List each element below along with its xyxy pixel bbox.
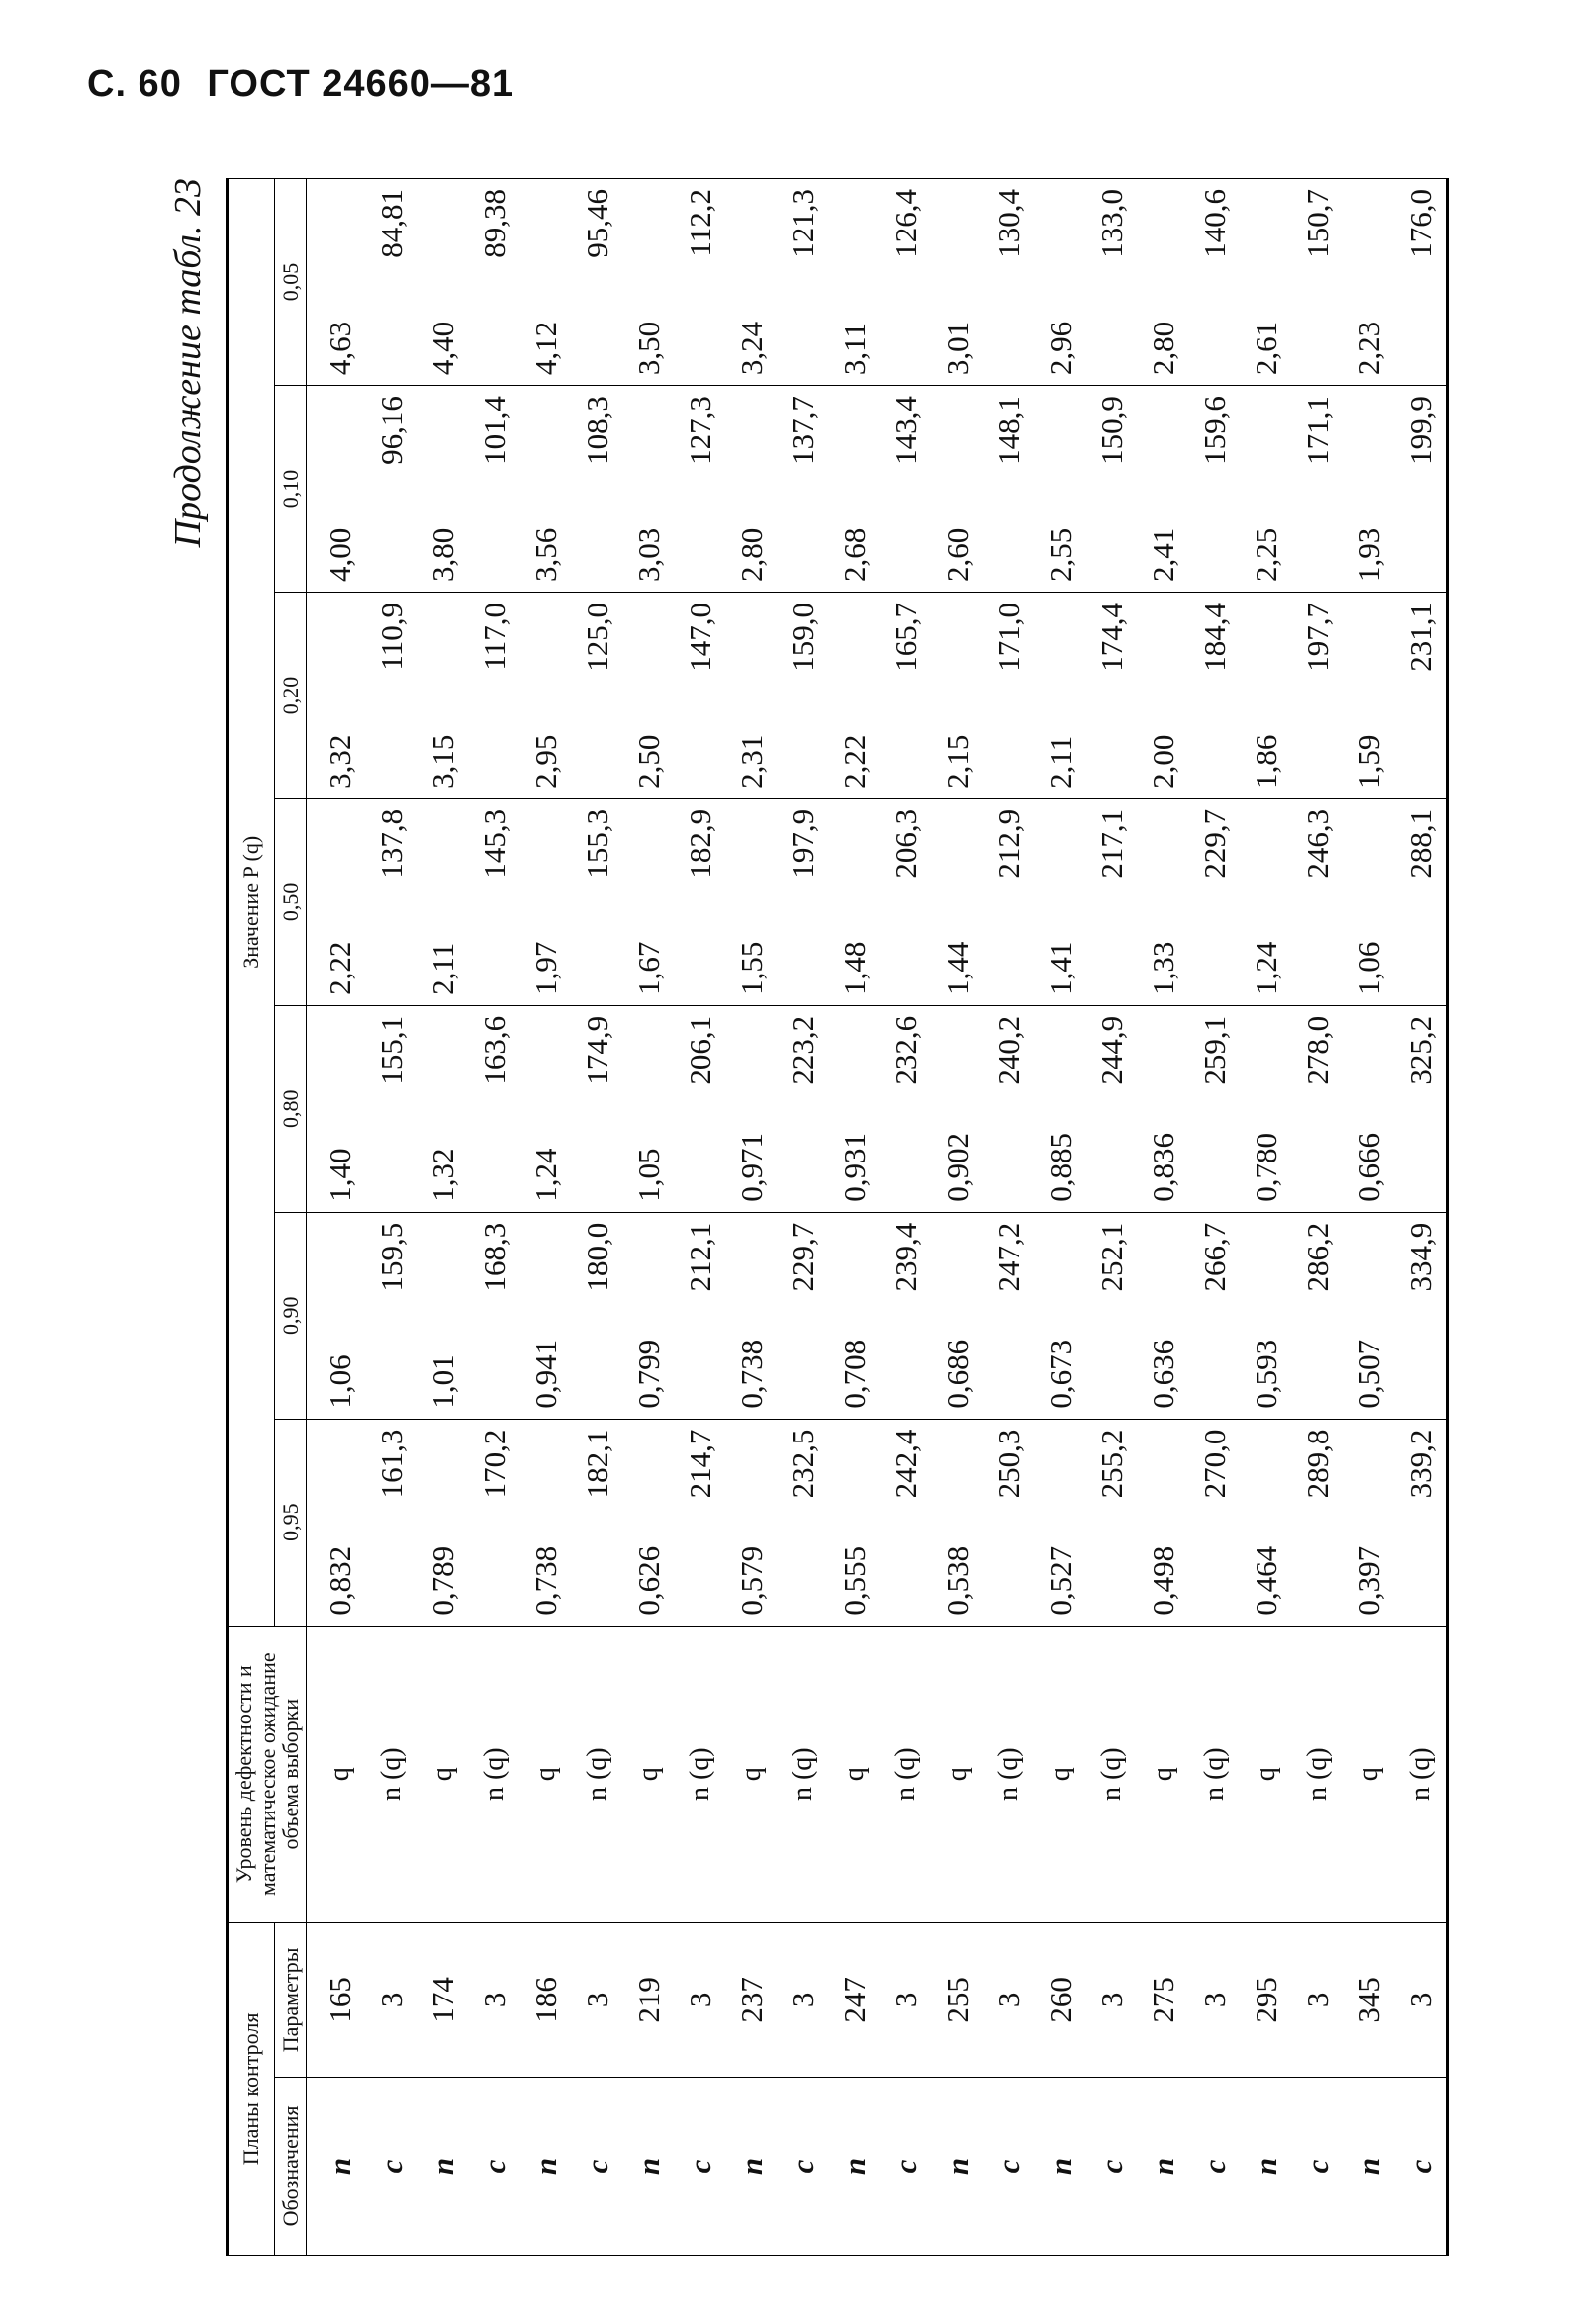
- value-cell: 2,15: [932, 592, 983, 798]
- value-cell: 1,06: [1344, 798, 1395, 1005]
- table-row: [1189, 179, 1241, 2256]
- table-row: [1292, 179, 1344, 2256]
- value-cell: 182,1: [572, 1419, 623, 1626]
- value-cell: 232,5: [778, 1419, 829, 1626]
- value-cell: 1,86: [1241, 592, 1292, 798]
- designation-cell: c: [983, 2077, 1035, 2255]
- value-cell: 140,6: [1189, 179, 1241, 386]
- value-cell: 4,12: [520, 179, 572, 386]
- parameters-header: Параметры: [275, 1922, 307, 2077]
- value-cell: 137,7: [778, 386, 829, 593]
- value-cell: 2,22: [307, 798, 367, 1005]
- value-cell: 127,3: [675, 386, 726, 593]
- parameter-cell: 3: [1086, 1922, 1138, 2077]
- value-cell: 199,9: [1395, 386, 1448, 593]
- value-cell: 180,0: [572, 1212, 623, 1419]
- standard-number: ГОСТ 24660—81: [207, 63, 514, 105]
- value-cell: 334,9: [1395, 1212, 1448, 1419]
- designation-cell: c: [778, 2077, 829, 2255]
- value-cell: 1,55: [726, 798, 778, 1005]
- designation-cell: c: [1189, 2077, 1241, 2255]
- value-cell: 159,5: [366, 1212, 418, 1419]
- value-cell: 3,15: [418, 592, 469, 798]
- table-row: [469, 179, 520, 2256]
- value-cell: 137,8: [366, 798, 418, 1005]
- parameter-cell: 3: [1292, 1922, 1344, 2077]
- value-cell: 89,38: [469, 179, 520, 386]
- value-cell: 2,23: [1344, 179, 1395, 386]
- table-row: [778, 179, 829, 2256]
- value-cell: 3,03: [623, 386, 675, 593]
- level-cell: q: [623, 1626, 675, 1922]
- parameter-cell: 174: [418, 1922, 469, 2077]
- value-cell: 1,67: [623, 798, 675, 1005]
- designation-cell: n: [1241, 2077, 1292, 2255]
- value-cell: 1,97: [520, 798, 572, 1005]
- level-cell: q: [418, 1626, 469, 1922]
- value-cell: 0,789: [418, 1419, 469, 1626]
- value-cell: 255,2: [1086, 1419, 1138, 1626]
- designation-cell: c: [1086, 2077, 1138, 2255]
- level-cell: q: [307, 1626, 367, 1922]
- value-cell: 270,0: [1189, 1419, 1241, 1626]
- value-cell: 2,25: [1241, 386, 1292, 593]
- table-row: [726, 179, 778, 2256]
- value-cell: 2,31: [726, 592, 778, 798]
- parameter-cell: 3: [1189, 1922, 1241, 2077]
- value-cell: 174,9: [572, 1005, 623, 1212]
- designation-cell: n: [418, 2077, 469, 2255]
- level-cell: n (q): [983, 1626, 1035, 1922]
- value-cell: 1,93: [1344, 386, 1395, 593]
- designation-cell: c: [469, 2077, 520, 2255]
- designation-cell: n: [829, 2077, 881, 2255]
- designation-cell: n: [520, 2077, 572, 2255]
- value-cell: 0,902: [932, 1005, 983, 1212]
- designation-cell: n: [1138, 2077, 1189, 2255]
- level-cell: q: [1241, 1626, 1292, 1922]
- parameter-cell: 3: [469, 1922, 520, 2077]
- value-cell: 2,11: [418, 798, 469, 1005]
- value-cell: 3,01: [932, 179, 983, 386]
- value-cell: 184,4: [1189, 592, 1241, 798]
- p-level-header: 0,50: [275, 798, 307, 1005]
- value-cell: 229,7: [778, 1212, 829, 1419]
- parameter-cell: 3: [366, 1922, 418, 2077]
- designation-header: Обозначения: [275, 2077, 307, 2255]
- table-row: [1395, 179, 1448, 2256]
- value-cell: 339,2: [1395, 1419, 1448, 1626]
- level-cell: n (q): [366, 1626, 418, 1922]
- value-cell: 1,01: [418, 1212, 469, 1419]
- designation-cell: c: [1395, 2077, 1448, 2255]
- value-cell: 0,538: [932, 1419, 983, 1626]
- value-cell: 95,46: [572, 179, 623, 386]
- value-cell: 155,1: [366, 1005, 418, 1212]
- table-row: [572, 179, 623, 2256]
- level-cell: n (q): [1292, 1626, 1344, 1922]
- value-cell: 1,40: [307, 1005, 367, 1212]
- level-cell: q: [829, 1626, 881, 1922]
- value-cell: 0,941: [520, 1212, 572, 1419]
- parameter-cell: 3: [881, 1922, 932, 2077]
- designation-cell: c: [366, 2077, 418, 2255]
- value-cell: 4,00: [307, 386, 367, 593]
- value-cell: 286,2: [1292, 1212, 1344, 1419]
- value-cell: 250,3: [983, 1419, 1035, 1626]
- value-cell: 3,11: [829, 179, 881, 386]
- parameter-cell: 247: [829, 1922, 881, 2077]
- level-cell: n (q): [881, 1626, 932, 1922]
- value-cell: 223,2: [778, 1005, 829, 1212]
- value-cell: 0,527: [1035, 1419, 1086, 1626]
- value-cell: 242,4: [881, 1419, 932, 1626]
- p-level-header: 0,20: [275, 592, 307, 798]
- value-cell: 148,1: [983, 386, 1035, 593]
- value-cell: 0,738: [520, 1419, 572, 1626]
- value-cell: 3,24: [726, 179, 778, 386]
- level-cell: q: [1344, 1626, 1395, 1922]
- table-title: Продолжение табл. 23: [167, 178, 209, 548]
- table-row: [366, 179, 418, 2256]
- value-cell: 1,24: [520, 1005, 572, 1212]
- designation-cell: c: [572, 2077, 623, 2255]
- value-cell: 163,6: [469, 1005, 520, 1212]
- value-cell: 3,50: [623, 179, 675, 386]
- value-cell: 0,708: [829, 1212, 881, 1419]
- value-cell: 84,81: [366, 179, 418, 386]
- parameter-cell: 3: [983, 1922, 1035, 2077]
- level-header: Уровень дефектности и математическое ожидание объема выборки: [228, 1626, 307, 1922]
- value-cell: 266,7: [1189, 1212, 1241, 1419]
- value-cell: 2,00: [1138, 592, 1189, 798]
- designation-cell: c: [1292, 2077, 1344, 2255]
- value-cell: 121,3: [778, 179, 829, 386]
- value-cell: 3,56: [520, 386, 572, 593]
- value-cell: 161,3: [366, 1419, 418, 1626]
- value-cell: 0,971: [726, 1005, 778, 1212]
- value-cell: 101,4: [469, 386, 520, 593]
- value-cell: 0,397: [1344, 1419, 1395, 1626]
- value-cell: 117,0: [469, 592, 520, 798]
- value-cell: 2,95: [520, 592, 572, 798]
- value-cell: 4,40: [418, 179, 469, 386]
- value-cell: 0,686: [932, 1212, 983, 1419]
- value-cell: 0,593: [1241, 1212, 1292, 1419]
- value-cell: 278,0: [1292, 1005, 1344, 1212]
- designation-cell: c: [881, 2077, 932, 2255]
- parameter-cell: 165: [307, 1922, 367, 2077]
- value-cell: 2,61: [1241, 179, 1292, 386]
- p-level-header: 0,80: [275, 1005, 307, 1212]
- value-cell: 2,50: [623, 592, 675, 798]
- value-cell: 1,06: [307, 1212, 367, 1419]
- value-cell: 1,41: [1035, 798, 1086, 1005]
- level-cell: n (q): [572, 1626, 623, 1922]
- value-cell: 217,1: [1086, 798, 1138, 1005]
- value-cell: 229,7: [1189, 798, 1241, 1005]
- value-cell: 159,6: [1189, 386, 1241, 593]
- value-cell: 0,799: [623, 1212, 675, 1419]
- value-cell: 206,3: [881, 798, 932, 1005]
- value-cell: 0,579: [726, 1419, 778, 1626]
- value-cell: 0,832: [307, 1419, 367, 1626]
- designation-cell: n: [623, 2077, 675, 2255]
- value-cell: 212,1: [675, 1212, 726, 1419]
- level-cell: n (q): [778, 1626, 829, 1922]
- table-body: [307, 179, 1448, 2256]
- table-row: [1138, 179, 1189, 2256]
- p-level-header: 0,10: [275, 386, 307, 593]
- designation-cell: c: [675, 2077, 726, 2255]
- value-cell: 232,6: [881, 1005, 932, 1212]
- value-cell: 110,9: [366, 592, 418, 798]
- value-cell: 288,1: [1395, 798, 1448, 1005]
- value-cell: 4,63: [307, 179, 367, 386]
- parameter-cell: 219: [623, 1922, 675, 2077]
- value-cell: 247,2: [983, 1212, 1035, 1419]
- value-cell: 252,1: [1086, 1212, 1138, 1419]
- value-cell: 2,22: [829, 592, 881, 798]
- value-cell: 197,7: [1292, 592, 1344, 798]
- value-cell: 1,44: [932, 798, 983, 1005]
- level-cell: q: [1035, 1626, 1086, 1922]
- value-cell: 2,80: [726, 386, 778, 593]
- value-cell: 1,33: [1138, 798, 1189, 1005]
- value-cell: 150,9: [1086, 386, 1138, 593]
- parameter-cell: 275: [1138, 1922, 1189, 2077]
- p-level-header: 0,90: [275, 1212, 307, 1419]
- page-number: С. 60: [87, 63, 182, 105]
- value-cell: 133,0: [1086, 179, 1138, 386]
- table-row: [520, 179, 572, 2256]
- value-cell: 150,7: [1292, 179, 1344, 386]
- table-row: [932, 179, 983, 2256]
- designation-cell: n: [1035, 2077, 1086, 2255]
- value-cell: 0,464: [1241, 1419, 1292, 1626]
- level-cell: n (q): [1086, 1626, 1138, 1922]
- value-cell: 143,4: [881, 386, 932, 593]
- parameter-cell: 295: [1241, 1922, 1292, 2077]
- level-cell: q: [932, 1626, 983, 1922]
- value-cell: 1,48: [829, 798, 881, 1005]
- designation-cell: n: [726, 2077, 778, 2255]
- value-cell: 0,931: [829, 1005, 881, 1212]
- page-header: [87, 63, 527, 106]
- value-cell: 3,80: [418, 386, 469, 593]
- value-cell: 289,8: [1292, 1419, 1344, 1626]
- value-cell: 2,80: [1138, 179, 1189, 386]
- value-cell: 147,0: [675, 592, 726, 798]
- value-cell: 1,24: [1241, 798, 1292, 1005]
- value-cell: 197,9: [778, 798, 829, 1005]
- value-cell: 0,666: [1344, 1005, 1395, 1212]
- parameter-cell: 3: [675, 1922, 726, 2077]
- table-row: [983, 179, 1035, 2256]
- value-cell: 0,498: [1138, 1419, 1189, 1626]
- value-cell: 212,9: [983, 798, 1035, 1005]
- plans-header: Планы контроля: [228, 1922, 275, 2255]
- value-cell: 0,555: [829, 1419, 881, 1626]
- value-cell: 240,2: [983, 1005, 1035, 1212]
- value-cell: 246,3: [1292, 798, 1344, 1005]
- value-cell: 0,836: [1138, 1005, 1189, 1212]
- value-cell: 145,3: [469, 798, 520, 1005]
- table-row: [881, 179, 932, 2256]
- value-cell: 259,1: [1189, 1005, 1241, 1212]
- p-level-header: 0,05: [275, 179, 307, 386]
- value-cell: 0,885: [1035, 1005, 1086, 1212]
- value-cell: 159,0: [778, 592, 829, 798]
- value-cell: 155,3: [572, 798, 623, 1005]
- value-cell: 231,1: [1395, 592, 1448, 798]
- value-cell: 108,3: [572, 386, 623, 593]
- value-cell: 2,55: [1035, 386, 1086, 593]
- parameter-cell: 186: [520, 1922, 572, 2077]
- value-cell: 176,0: [1395, 179, 1448, 386]
- value-cell: 214,7: [675, 1419, 726, 1626]
- designation-cell: n: [307, 2077, 367, 2255]
- table-row: [1344, 179, 1395, 2256]
- value-cell: 206,1: [675, 1005, 726, 1212]
- value-cell: 2,60: [932, 386, 983, 593]
- value-cell: 0,636: [1138, 1212, 1189, 1419]
- value-cell: 2,11: [1035, 592, 1086, 798]
- value-cell: 171,1: [1292, 386, 1344, 593]
- value-cell: 1,32: [418, 1005, 469, 1212]
- level-cell: n (q): [1189, 1626, 1241, 1922]
- value-cell: 130,4: [983, 179, 1035, 386]
- value-cell: 0,738: [726, 1212, 778, 1419]
- level-cell: q: [726, 1626, 778, 1922]
- value-cell: 3,32: [307, 592, 367, 798]
- p-level-header: 0,95: [275, 1419, 307, 1626]
- value-cell: 1,05: [623, 1005, 675, 1212]
- value-cell: 168,3: [469, 1212, 520, 1419]
- value-cell: 1,59: [1344, 592, 1395, 798]
- value-cell: 171,0: [983, 592, 1035, 798]
- value-cell: 170,2: [469, 1419, 520, 1626]
- level-cell: n (q): [675, 1626, 726, 1922]
- value-cell: 96,16: [366, 386, 418, 593]
- table-row: [623, 179, 675, 2256]
- value-cell: 182,9: [675, 798, 726, 1005]
- table-row: [829, 179, 881, 2256]
- level-cell: q: [520, 1626, 572, 1922]
- table-row: [1035, 179, 1086, 2256]
- parameter-cell: 3: [778, 1922, 829, 2077]
- value-cell: 125,0: [572, 592, 623, 798]
- table-row: [307, 179, 367, 2256]
- value-cell: 2,68: [829, 386, 881, 593]
- value-cell: 165,7: [881, 592, 932, 798]
- value-cell: 2,41: [1138, 386, 1189, 593]
- parameter-cell: 237: [726, 1922, 778, 2077]
- value-cell: 0,780: [1241, 1005, 1292, 1212]
- designation-cell: n: [1344, 2077, 1395, 2255]
- value-cell: 2,96: [1035, 179, 1086, 386]
- table-row: [1086, 179, 1138, 2256]
- value-cell: 0,673: [1035, 1212, 1086, 1419]
- designation-cell: n: [932, 2077, 983, 2255]
- value-cell: 126,4: [881, 179, 932, 386]
- parameter-cell: 345: [1344, 1922, 1395, 2077]
- rotated-table-frame: [166, 178, 1443, 2256]
- value-cell: 325,2: [1395, 1005, 1448, 1212]
- value-cell: 112,2: [675, 179, 726, 386]
- parameter-cell: 255: [932, 1922, 983, 2077]
- data-table: [226, 178, 1449, 2256]
- parameter-cell: 3: [572, 1922, 623, 2077]
- parameter-cell: 260: [1035, 1922, 1086, 2077]
- table-row: [418, 179, 469, 2256]
- level-cell: n (q): [469, 1626, 520, 1922]
- table-row: [675, 179, 726, 2256]
- value-cell: 0,507: [1344, 1212, 1395, 1419]
- parameter-cell: 3: [1395, 1922, 1448, 2077]
- value-cell: 239,4: [881, 1212, 932, 1419]
- table-row: [1241, 179, 1292, 2256]
- value-group-header: Значение P (q): [228, 179, 275, 1627]
- value-cell: 244,9: [1086, 1005, 1138, 1212]
- level-cell: n (q): [1395, 1626, 1448, 1922]
- level-cell: q: [1138, 1626, 1189, 1922]
- value-cell: 174,4: [1086, 592, 1138, 798]
- value-cell: 0,626: [623, 1419, 675, 1626]
